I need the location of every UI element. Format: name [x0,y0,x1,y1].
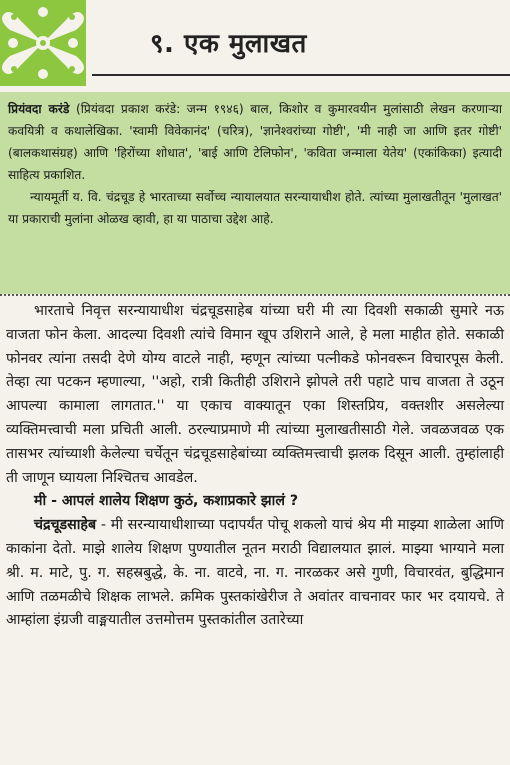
author-name: प्रियंवदा करंडे [8,102,70,116]
question-1: मी - आपलं शालेय शिक्षण कुठं, कशाप्रकारे झालं ? [34,493,299,510]
author-bio-text: (प्रियंवदा प्रकाश करंडे: जन्म १९४६) बाल, किशोर व कुमारवयीन मुलांसाठी लेखन करणाऱ्या कवयित्री व कथालेखिका. 'स्वामी विवेकानंद' (चरित्र), 'ज्ञानेश्वरांच्या गोष्टी', 'मी नाही जा आणि इतर गोष्टी' (बालकथासंग्रह) आणि 'हिरोंच्या शोधात', 'बाई आणि टेलिफोन', 'कविता जन्माला येतेय' (एकांकिका) इत्यादी साहित्य प्रकाशित. [8,102,502,182]
chapter-title: ९. एक मुलाखत [150,29,307,59]
title-underline [92,74,510,76]
answer-1-speaker: चंद्रचूडसाहेब [34,517,97,534]
interview-body [6,300,504,633]
answer-1-text: - मी सरन्यायाधीशाच्या पदापर्यंत पोचू शकलो याचं श्रेय मी माझ्या शाळेला आणि काकांना देतो. माझे शालेय शिक्षण पुण्यातील नूतन मराठी विद्यालयात झालं. माझ्या भाग्याने मला श्री. म. माटे, पु. ग. सहस्रबुद्धे, के. ना. वाटवे, ना. ग. नारळकर असे गुणी, विचारवंत, बुद्धिमान आणि तळमळीचे शिक्षक लाभले. क्रमिक पुस्तकांखेरीज ते अवांतर वाचनावर फार भर दयायचे. ते आम्हांला इंग्रजी वाङ्मयातील उत्तमोत्तम पुस्तकांतील उतारेच्या [6,517,504,629]
answer-1 [6,514,504,633]
lesson-purpose: न्यायमूर्ती य. वि. चंद्रचूड हे भारताच्या सर्वोच्च न्यायालयात सरन्यायाधीश होते. त्यांच्या मुलाखतीतून 'मुलाखत' या प्रकाराची मुलांना ओळख व्हावी, हा या पाठाचा उद्देश आहे. [8,190,502,226]
dotted-separator [0,294,510,296]
opening-paragraph: भारताचे निवृत्त सरन्यायाधीश चंद्रचूडसाहेब यांच्या घरी मी त्या दिवशी सकाळी सुमारे नऊ वाजता फोन केला. आदल्या दिवशी त्यांचे विमान खूप उशिराने आले, हे मला माहीत होते. सकाळी फोनवर त्यांना तसदी देणे योग्य वाटले नाही, म्हणून त्यांच्या पत्नीकडे फोनवरून विचारपूस केली. तेव्हा त्या पटकन म्हणाल्या, ''अहो, रात्री कितीही उशिराने झोपले तरी पहाटे पाच वाजता ते उठून आपल्या कामाला लागतात.'' या एकाच वाक्यातून एका शिस्तप्रिय, वक्तशीर असलेल्या व्यक्तिमत्त्वाची मला प्रचिती आली. ठरल्याप्रमाणे मी त्यांच्या मुलाखतीसाठी गेले. जवळजवळ एक तासभर त्यांच्याशी केलेल्या चर्चेतून चंद्रचूडसाहेबांच्या व्यक्तिमत्त्वाची झलक दिसून आली. तुम्हांलाही ती जाणून घ्यायला निश्चितच आवडेल. [6,303,504,486]
author-intro-box [0,92,510,294]
green-knot-ornament-icon [0,0,86,86]
chapter-header [0,0,510,92]
author-bio [8,98,502,186]
